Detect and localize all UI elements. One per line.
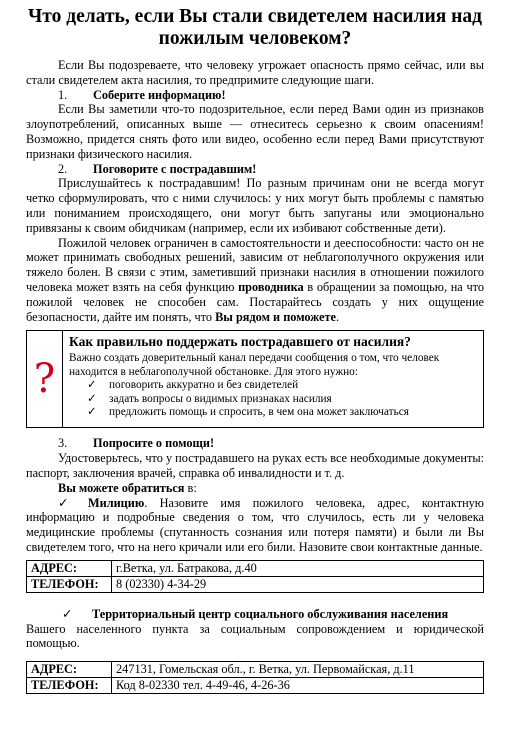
step-2-heading	[26, 162, 484, 177]
check-icon: ✓	[87, 379, 97, 392]
step-1-title: Соберите информацию!	[93, 87, 226, 102]
step-2-title: Поговорите с пострадавшим!	[93, 161, 257, 176]
table-row	[27, 576, 484, 592]
table-row	[27, 560, 484, 576]
step-2-text: Прислушайтесь к пострадавшим! По разным причинам они не всегда могут четко сформулировать, что с ними случилось: у них могут быть проблемы с памятью или пониманием происходящего, они могут быть запуганы или эмоционально привязаны к своим обидчикам (например, если их избивают собственные дети).	[26, 176, 484, 235]
support-callout-box	[26, 330, 484, 428]
table-row	[27, 662, 484, 678]
militia-contact-table	[26, 560, 484, 593]
callout-heading: Как правильно поддержать пострадавшего от насилия?	[69, 334, 411, 350]
step-2-p2-before: Пожилой человек ограничен в самостоятельности и дееспособности: часто он не может принимать свободных решений, зависим от неблагополучного окружения или тяжело болен. В связи с этим, заметивший признаки насилия в отношении пожилого человека может взять на себя функцию	[26, 235, 484, 294]
checklist-item-text: предложить помощь и спросить, в чем она может заключаться	[109, 406, 409, 419]
where-to-contact-bold: Вы можете обратиться	[58, 480, 185, 495]
step-2-number: 2.	[58, 161, 68, 176]
where-to-contact	[26, 481, 484, 496]
address-value: г.Ветка, ул. Батракова, д.40	[112, 560, 484, 576]
step-1-heading	[26, 88, 484, 103]
check-icon: ✓	[62, 606, 73, 621]
address-label: АДРЕС:	[27, 560, 112, 576]
question-mark-icon: ?	[27, 331, 63, 427]
phone-label: ТЕЛЕФОН:	[27, 576, 112, 592]
militia-paragraph	[26, 496, 484, 555]
step-1-text: Если Вы заметили что-то подозрительное, если перед Вами один из признаков злоупотреблений, описанных выше — отнеситесь серьезно к своим опасениям! Возможно, придется снять фото или видео, особенно если перед Вами присутствуют признаки физического насилия.	[26, 102, 484, 161]
phone-label: ТЕЛЕФОН:	[27, 678, 112, 694]
social-center-heading	[26, 607, 484, 622]
step-1-number: 1.	[58, 87, 68, 102]
callout-content	[63, 331, 483, 427]
step-2-p2-middle: в обращении за помощью, на что пожилой человек не способен сам. Постарайтесь создать у них ощущение безопасности, дайте им понять, что	[26, 279, 485, 324]
step-3-number: 3.	[58, 436, 68, 451]
step-3-text: Удостоверьтесь, что у пострадавшего на руках есть все необходимые документы: паспорт, заключения врачей, справка об инвалидности и т. д.	[26, 451, 485, 480]
checklist-item-text: задать вопросы о видимых признаках насилия	[109, 392, 332, 405]
social-center-name: Территориальный центр социального обслуживания населения	[92, 606, 449, 621]
step-2-p2-bold-1: проводника	[238, 279, 304, 294]
callout-checklist	[69, 379, 477, 419]
check-icon: ✓	[87, 392, 97, 405]
step-2-p2-bold-2: Вы рядом и поможете	[215, 309, 336, 324]
callout-text: Важно создать доверительный канал передачи сообщения о том, что человек находится в неблагополучной обстановке. Для этого нужно:	[69, 352, 440, 378]
step-2-p2-end: .	[335, 309, 340, 324]
phone-value: Код 8-02330 тел. 4-49-46, 4-26-36	[112, 678, 484, 694]
step-3-title: Попросите о помощи!	[93, 436, 215, 451]
militia-text: . Назовите имя пожилого человека, адрес, контактную информацию и подробные сведения о том, что случилось, есть ли у человека медицинские проблемы (спутанность сознания или потеря памяти) и были ли Вы свидетелем того, что на него кричали или его били. Назовите свои контактные данные.	[26, 495, 484, 554]
social-center-text: Вашего населенного пункта за социальным сопровождением и юридической помощью.	[26, 621, 484, 651]
checklist-item	[87, 393, 477, 406]
intro-paragraph: Если Вы подозреваете, что человеку угрожает опасность прямо сейчас, или вы стали свидетелем акта насилия, то предпримите следующие шаги.	[26, 58, 484, 87]
step-2-paragraph-2	[26, 236, 484, 325]
militia-name: Милицию	[88, 495, 145, 510]
check-icon: ✓	[58, 495, 69, 510]
address-value: 247131, Гомельская обл., г. Ветка, ул. Первомайская, д.11	[112, 662, 484, 678]
table-row	[27, 678, 484, 694]
social-center-contact-table	[26, 661, 484, 694]
checklist-item-text: поговорить аккуратно и без свидетелей	[109, 379, 299, 392]
checklist-item	[87, 379, 477, 392]
page-title: Что делать, если Вы стали свидетелем насилия над пожилым человеком?	[27, 6, 482, 49]
address-label: АДРЕС:	[27, 662, 112, 678]
checklist-item	[87, 406, 477, 419]
where-to-contact-rest: в:	[184, 480, 197, 495]
step-3-heading	[26, 436, 484, 451]
phone-value: 8 (02330) 4-34-29	[112, 576, 484, 592]
check-icon: ✓	[87, 406, 97, 419]
